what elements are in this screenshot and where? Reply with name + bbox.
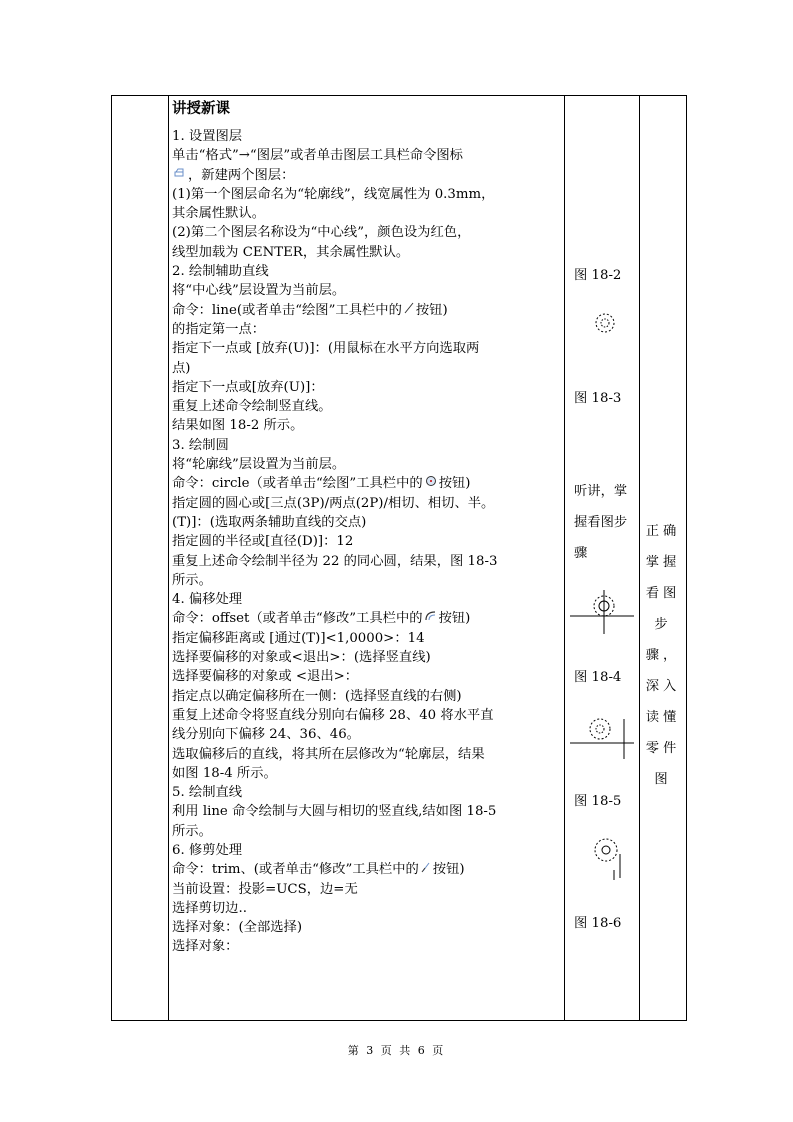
content-line: 选取偏移后的直线，将其所在层修改为“轮廓层，结果 [172,746,485,762]
content-line: 选择要偏移的对象或 <退出>： [172,669,359,685]
section-title: 讲授新课 [172,100,230,117]
content-line: 6. 修剪处理 [172,842,243,858]
content-line: (T)]：(选取两条辅助直线的交点) [172,514,367,530]
content-line: 指定点以确定偏移所在一侧：(选择竖直线的右侧) [172,688,462,704]
figure-label: 图 18-6 [574,916,622,931]
figure-18-4 [568,711,638,761]
content-line: 1. 设置图层 [172,129,243,144]
content-line: 命令：offset（或者单击“修改”工具栏中的 按钮) [172,609,564,628]
content-line: 单击“格式”→“图层”或者单击图层工具栏命令图标 [172,148,463,164]
column-divider-1 [168,96,169,1020]
content-line: 指定下一点或 [放弃(U)]：(用鼠标在水平方向选取两 [172,341,480,357]
content-line: 结果如图 18-2 所示。 [172,418,304,434]
figure-label: 图 18-5 [574,794,622,809]
lesson-table: 讲授新课 1. 设置图层 单击“格式”→“图层”或者单击图层工具栏命令图标 ，新建两个图层： (1)第一个图层命名为“轮廓线”，线宽属性为 0.3mm， 其余属性默认。 (2)第二个图层名称设为“中心线”，颜色设为红色， 线型加载为 CENTER，其余属性默认。 2. 绘制辅助直线 将“中心线”层设置为当前层。 命令：line(或者单击“绘图”工具栏中的 按钮) 的指定第一点： 指定下一点或 [放弃(U)]：(用鼠标在水平方向选取两 点) 指定下一点或[放弃(U)]： 重复上述命令绘制竖直线。 结果如图 18-2 所示。 3. 绘制圆 将“轮廓线”层设置为当前层。 命令：circle（或者单击“绘图”工具栏中的 按钮) 指定圆的圆心或[三点(3P)/两点(2P)/相切、相切、半。 (T)]：(选取两条辅助直线的交点) 指定圆的半径或[直径(D)]：12 重复上述命令绘制半径为 22 的同心圆，结果，图 18-3 所示。 4. 偏移处理 命令：offset（或者单击“修改”工具栏中的 按钮) 指定偏移距离或 [通过(T)]<1,0000>：14 选择要偏移的对象或<退出>：(选择竖直线) 选择要偏移的对象或 <退出>： 指定点以确定偏移所在一侧：(选择竖直线的右侧) 重复上述命令将竖直线分别向右偏移 28、40 将水平直 线分别向下偏移 24、36、46。 选取偏移后的直线，将其所在层修改为“轮廓层，结果 如图 18-4 所示。 5. 绘制直线 利用 line 命令绘制与大圆与相切的竖直线,结如图 18-5 所示。 6. 修剪处理 命令：trim、(或者单击“修改”工具栏中的 按钮) 当前设置：投影=UCS，边=无 选择剪切边.. 选择对象：(全部选择) 选择对象： 图 18-2 图 18-3 听讲，掌 握看图步 骤 图 18-4 图 18-5 图 18-6 正确 掌握 看图 步 骤， 深入 读懂 零件 图 [111,95,687,1021]
content-line: 重复上述命令绘制半径为 22 的同心圆，结果，图 18-3 [172,553,498,569]
content-line: 2. 绘制辅助直线 [172,264,269,280]
figure-18-5 [588,834,628,882]
content-line: 指定圆的圆心或[三点(3P)/两点(2P)/相切、相切、半。 [172,495,495,511]
content-line: 如图 18-4 所示。 [172,765,277,781]
method-text: 听讲，掌 握看图步 骤 [574,484,628,561]
content-line: 所示。 [172,572,212,588]
figure-18-2 [590,310,620,338]
content-line: (1)第一个图层命名为“轮廓线”，线宽属性为 0.3mm， [172,186,495,202]
content-line: 指定偏移距离或 [通过(T)]<1,0000>：14 [172,630,425,646]
content-line: 线分别向下偏移 24、36、46。 [172,727,360,743]
content-line: 命令：line(或者单击“绘图”工具栏中的 按钮) [172,301,564,320]
figure-label: 图 18-2 [574,268,622,283]
content-line: 5. 绘制直线 [172,785,243,801]
layer-icon [174,166,186,185]
content-line: 其余属性默认。 [172,206,266,222]
trim-icon [421,860,431,879]
content-line: 重复上述命令将竖直线分别向右偏移 28、40 将水平直 [172,707,494,723]
content-line: 指定下一点或[放弃(U)]： [172,379,324,395]
content-line: 重复上述命令绘制竖直线。 [172,399,332,415]
content-line: 选择对象：(全部选择) [172,920,303,936]
content-line: 选择对象： [172,939,239,955]
content-line: 命令：trim、(或者单击“修改”工具栏中的 按钮) [172,860,564,879]
figure-label: 图 18-4 [574,670,622,685]
page-footer: 第 3 页 共 6 页 [347,1044,446,1057]
line-icon [404,301,414,320]
content-line: ，新建两个图层： [172,166,564,185]
content-line: 3. 绘制圆 [172,437,229,453]
content-line: 点) [172,360,191,376]
content-line: 选择剪切边.. [172,900,247,916]
figure-18-3 [568,586,638,636]
content-line: 线型加载为 CENTER，其余属性默认。 [172,244,410,260]
offset-icon [425,609,437,628]
content-line: 所示。 [172,823,212,839]
content-line: 选择要偏移的对象或<退出>：(选择竖直线) [172,650,431,666]
column-divider-2 [564,96,565,1020]
circle-icon [425,474,437,493]
content-line: 命令：circle（或者单击“绘图”工具栏中的 按钮) [172,474,564,493]
lesson-content [172,98,564,957]
content-line: 当前设置：投影=UCS，边=无 [172,881,358,897]
content-line: 利用 line 命令绘制与大圆与相切的竖直线,结如图 18-5 [172,804,497,820]
content-line: 将“轮廓线”层设置为当前层。 [172,457,346,473]
content-line: 将“中心线”层设置为当前层。 [172,283,346,299]
figure-label: 图 18-3 [574,391,622,406]
content-line: 的指定第一点： [172,321,266,337]
content-line: 指定圆的半径或[直径(D)]：12 [172,534,354,550]
content-line: (2)第二个图层名称设为“中心线”，颜色设为红色， [172,225,471,241]
content-line: 4. 偏移处理 [172,592,243,608]
